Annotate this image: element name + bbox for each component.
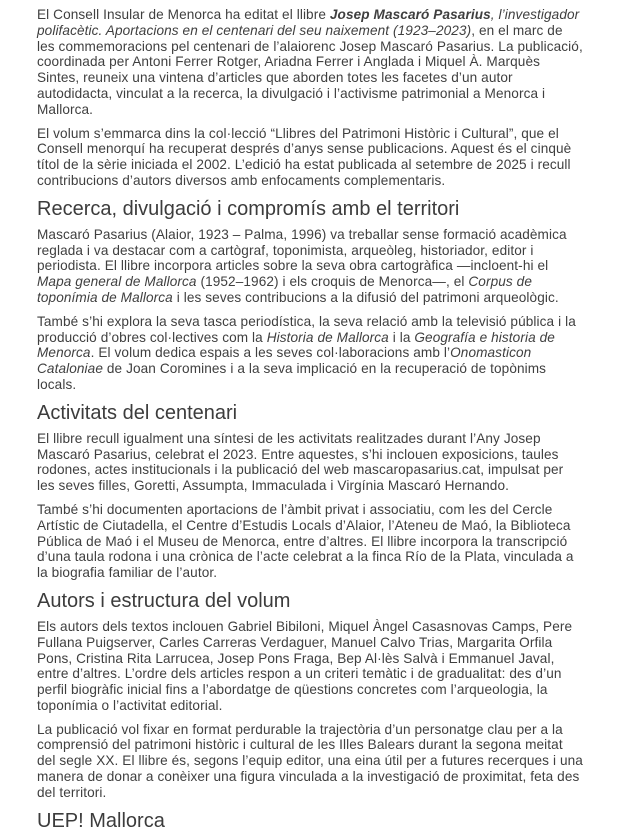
private-contributions-paragraph	[37, 502, 583, 581]
text-run: Josep Mascaró Pasarius	[329, 7, 491, 22]
text-run: El Consell Insular de Menorca ha editat el llibre	[37, 7, 330, 22]
centenary-activities-paragraph	[37, 431, 583, 494]
text-run: Onomasticon Cataloniae	[37, 345, 532, 377]
text-run: Geografía e historia de Menorca	[37, 329, 555, 361]
section-heading-uep-mallorca: UEP! Mallorca	[37, 809, 165, 832]
text-run: , en el marc de les commemoracions pel centenari de l’alaiorenc Josep Mascaró Pasarius. La publicació, coordinada per Antoni Ferrer Rotger, Ariadna Ferrer i Anglada i Miquel À. Marquès Sintes, reuneix una vintena d’articles que aborden totes les facetes d’un autor autodidacta, vinculat a la recerca, la divulgació i l’activisme patrimonial a Menorca i Mallorca.	[37, 22, 583, 117]
text-run: (1952–1962) i els croquis de Menorca—, el	[196, 274, 469, 290]
text-run: i les seves contribucions a la difusió del patrimoni arqueològic.	[172, 289, 559, 305]
text-run: Mascaró Pasarius (Alaior, 1923 – Palma, 1996) va treballar sense formació acadèmica reglada i va destacar com a cartògraf, toponimista, arqueòleg, historiador, editor i periodista. El llibre incorpora articles sobre la seva obra cartogràfica —incloent-hi el	[37, 226, 567, 274]
text-run: Mapa general de Mallorca	[37, 274, 197, 290]
text-run: La publicació vol fixar en format perdurable la trajectòria d’un personatge clau per a la comprensió del patrimoni històric i cultural de les Illes Balears durant la segona meitat del segle XX. El llibre és, segons l’equip editor, una eina útil per a futures recerques i una manera de donar a conèixer una figura vinculada a la investigació de proximitat, feta des del territori.	[37, 721, 583, 800]
text-run: . El volum dedica espais a les seves col·laboracions amb l’	[90, 345, 451, 361]
text-run: El llibre recull igualment una síntesi de les activitats realitzades durant l’Any Josep Mascaró Pasarius, celebrat el 2023. Entre aquestes, s’hi inclouen exposicions, taules rodones, actes institucionals i la publicació del web mascaropasarius.cat, impulsat per les seves filles, Goretti, Assumpta, Immaculada i Virgínia Mascaró Hernando.	[37, 430, 564, 494]
authors-paragraph	[37, 619, 583, 714]
article-body	[37, 7, 583, 833]
section-heading-recerca: Recerca, divulgació i compromís amb el territori	[37, 197, 460, 220]
text-run: Corpus de toponímia de Mallorca	[37, 274, 532, 305]
journalism-paragraph	[37, 314, 583, 393]
closing-paragraph	[37, 722, 583, 801]
collection-paragraph	[37, 126, 583, 189]
intro-paragraph	[37, 7, 583, 118]
text-run: També s’hi explora la seva tasca periodística, la seva relació amb la televisió pública i la producció d’obres col·lectives com la	[37, 313, 576, 345]
section-heading-autors: Autors i estructura del volum	[37, 589, 291, 612]
text-run: Els autors dels textos inclouen Gabriel Bibiloni, Miquel Àngel Casasnovas Camps, Pere Fullana Puigserver, Carles Carreras Verdaguer, Manuel Calvo Trias, Margarita Orfila Pons, Cristina Rita Larrucea, Josep Pons Fraga, Bep Al·lès Salvà i Emmanuel Javal, entre d’altres. L’ordre dels articles respon a un criteri temàtic i de gradualitat: des d’un perfil biogràfic inicial fins a l’abordatge de qüestions concretes com l’arqueologia, la toponímia o l’activitat editorial.	[37, 618, 573, 713]
text-run: Historia de Mallorca	[266, 329, 389, 345]
text-run: de Joan Coromines i a la seva implicació en la recuperació de topònims locals.	[37, 361, 547, 392]
text-run: , l’investigador polifacètic. Aportacions en el centenari del seu naixement (1923–2023)	[37, 7, 580, 38]
biography-paragraph	[37, 227, 583, 306]
text-run: i la	[388, 329, 415, 345]
text-run: També s’hi documenten aportacions de l’àmbit privat i associatiu, com les del Cercle Artístic de Ciutadella, el Centre d’Estudis Locals d’Alaior, l’Ateneu de Maó, la Biblioteca Pública de Maó i el Museu de Menorca, entre d’altres. El llibre incorpora la transcripció d’una taula rodona i una crònica de l’acte celebrat a la finca Río de la Plata, vinculada a la biografia familiar de l’autor.	[37, 501, 574, 581]
text-run: El volum s’emmarca dins la col·lecció “Llibres del Patrimoni Històric i Cultural”, que el Consell menorquí ha recuperat després d’anys sense publicacions. Aquest és el cinquè títol de la sèrie iniciada el 2002. L’edició ha estat publicada al setembre de 2025 i recull contribucions d’autors diversos amb enfocaments complementaris.	[37, 125, 572, 188]
section-heading-activitats: Activitats del centenari	[37, 401, 238, 424]
